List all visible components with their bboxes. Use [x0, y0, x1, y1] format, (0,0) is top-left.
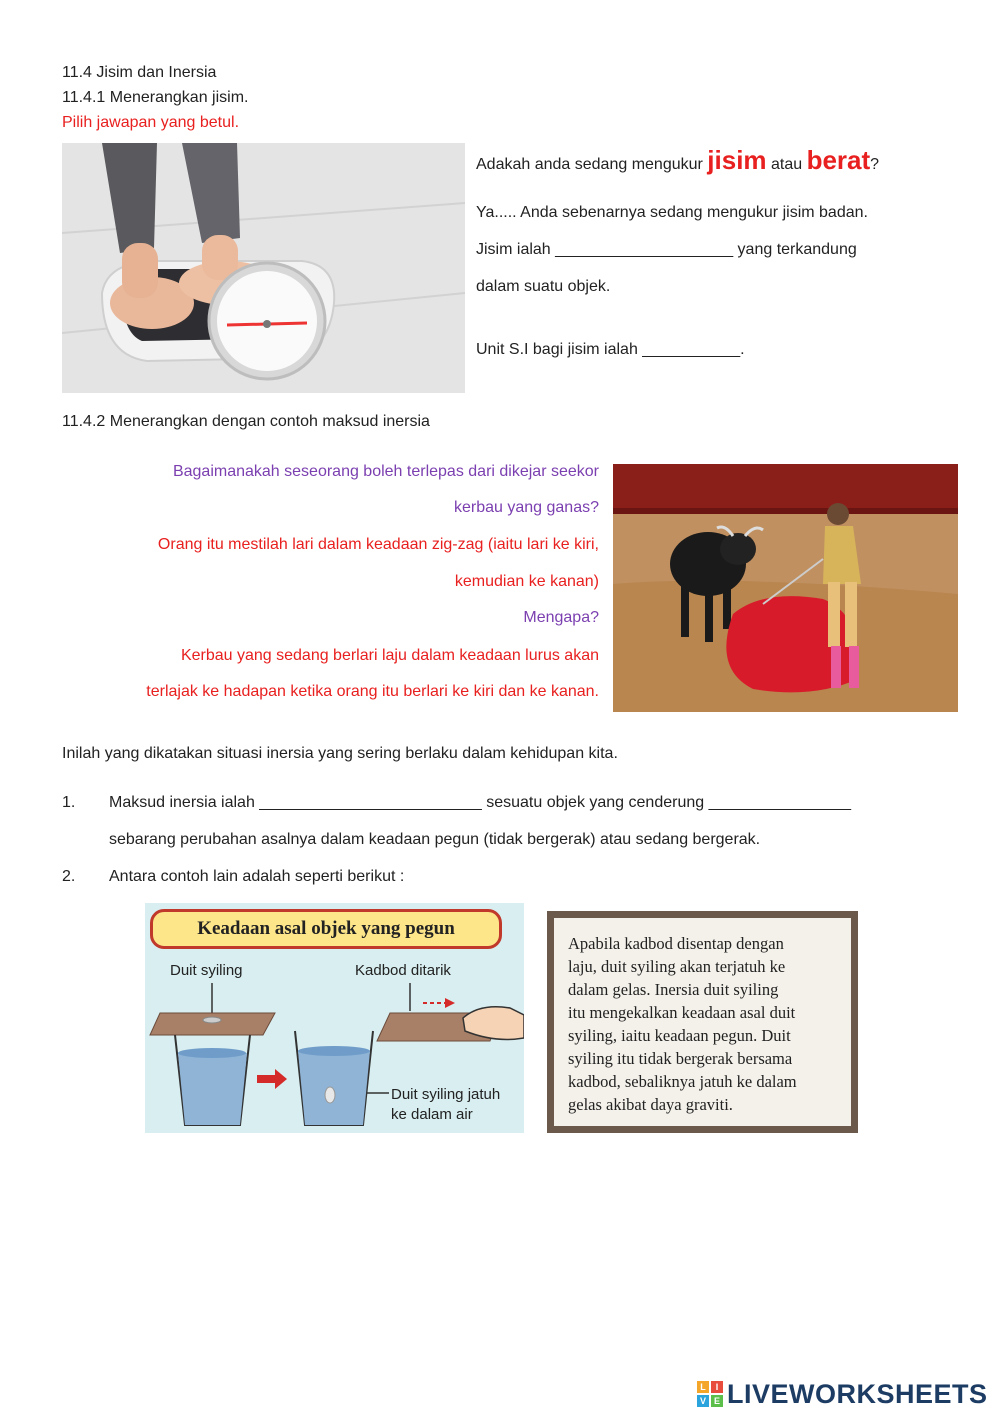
explanation-line: syiling itu tidak bergerak bersama [568, 1049, 793, 1068]
inertia-heading: 11.4.2 Menerangkan dengan contoh maksud inersia [62, 413, 430, 430]
question-prefix: Adakah anda sedang mengukur [476, 156, 708, 173]
bull-why: Mengapa? [523, 609, 599, 626]
question-suffix: ? [870, 156, 880, 173]
si-unit-blank[interactable]: Unit S.I bagi jisim ialah ___________. [476, 341, 745, 358]
inertia-definition-blank[interactable]: Maksud inersia ialah _________________________ sesuatu objek yang cenderung ________________ [109, 794, 851, 811]
label-coin-falls-line2: ke dalam air [391, 1106, 473, 1123]
bull-reason-line2: terlajak ke hadapan ketika orang itu berlari ke kiri dan ke kanan. [146, 683, 599, 700]
diagram-title: Keadaan asal objek yang pegun [150, 909, 502, 949]
list-number-2: 2. [62, 868, 76, 885]
mass-question [476, 145, 879, 180]
mass-definition-blank[interactable]: Jisim ialah ____________________ yang terkandung [476, 241, 857, 258]
bull-answer-line1: Orang itu mestilah lari dalam keadaan zig-zag (iaitu lari ke kiri, [157, 536, 599, 553]
explanation-line: dalam gelas. Inersia duit syiling [568, 980, 779, 999]
explanation-line: itu mengekalkan keadaan asal duit [568, 1003, 796, 1022]
bull-question-line1: Bagaimanakah seseorang boleh terlepas dari dikejar seekor [172, 463, 599, 480]
examples-intro: Antara contoh lain adalah seperti berikut : [109, 868, 405, 885]
section-title: 11.4 Jisim dan Inersia [62, 64, 217, 81]
subsection-title: 11.4.1 Menerangkan jisim. [62, 89, 249, 106]
explanation-line: syiling, iaitu keadaan pegun. Duit [568, 1026, 791, 1045]
bathroom-scale-illustration [62, 143, 465, 393]
logo-text: LIVEWORKSHEETS [727, 1378, 988, 1409]
logo-letter: I [711, 1381, 723, 1393]
list-number-1: 1. [62, 794, 76, 811]
logo-letter: E [711, 1395, 723, 1407]
inertia-definition-cont: sebarang perubahan asalnya dalam keadaan pegun (tidak bergerak) atau sedang bergerak. [109, 831, 761, 848]
bull-answer-line2: kemudian ke kanan) [454, 573, 599, 590]
explanation-line: Apabila kadbod disentap dengan [568, 934, 784, 953]
explanation-card [547, 911, 858, 1133]
label-coin: Duit syiling [170, 962, 243, 979]
label-card-pulled: Kadbod ditarik [355, 962, 451, 979]
bullfight-photo [613, 464, 958, 712]
bull-reason-line1: Kerbau yang sedang berlari laju dalam keadaan lurus akan [180, 647, 599, 664]
label-coin-falls-line1: Duit syiling jatuh [391, 1086, 501, 1103]
explanation-line: laju, duit syiling akan terjatuh ke [568, 957, 786, 976]
bullfight-illustration [613, 464, 958, 712]
instruction-text: Pilih jawapan yang betul. [62, 114, 240, 131]
question-middle: atau [766, 156, 807, 173]
explanation-text [554, 918, 851, 1126]
explanation-line: gelas akibat daya graviti. [568, 1095, 733, 1114]
bathroom-scale-photo [62, 143, 465, 393]
inertia-intro: Inilah yang dikatakan situasi inersia yang sering berlaku dalam kehidupan kita. [62, 745, 618, 762]
bull-question-line2: kerbau yang ganas? [454, 499, 599, 516]
explanation-line: kadbod, sebaliknya jatuh ke dalam [568, 1072, 797, 1091]
logo-letter: V [697, 1395, 709, 1407]
keyword-berat: berat [806, 145, 871, 175]
keyword-jisim: jisim [707, 145, 767, 175]
answer-line: Ya..... Anda sebenarnya sedang mengukur jisim badan. [476, 204, 868, 221]
logo-mark-icon [697, 1381, 723, 1407]
mass-definition-cont: dalam suatu objek. [476, 278, 611, 295]
liveworksheets-logo [697, 1379, 988, 1409]
glass-diagram-illustration [145, 903, 524, 1133]
coin-card-diagram [145, 903, 524, 1133]
logo-letter: L [697, 1381, 709, 1393]
